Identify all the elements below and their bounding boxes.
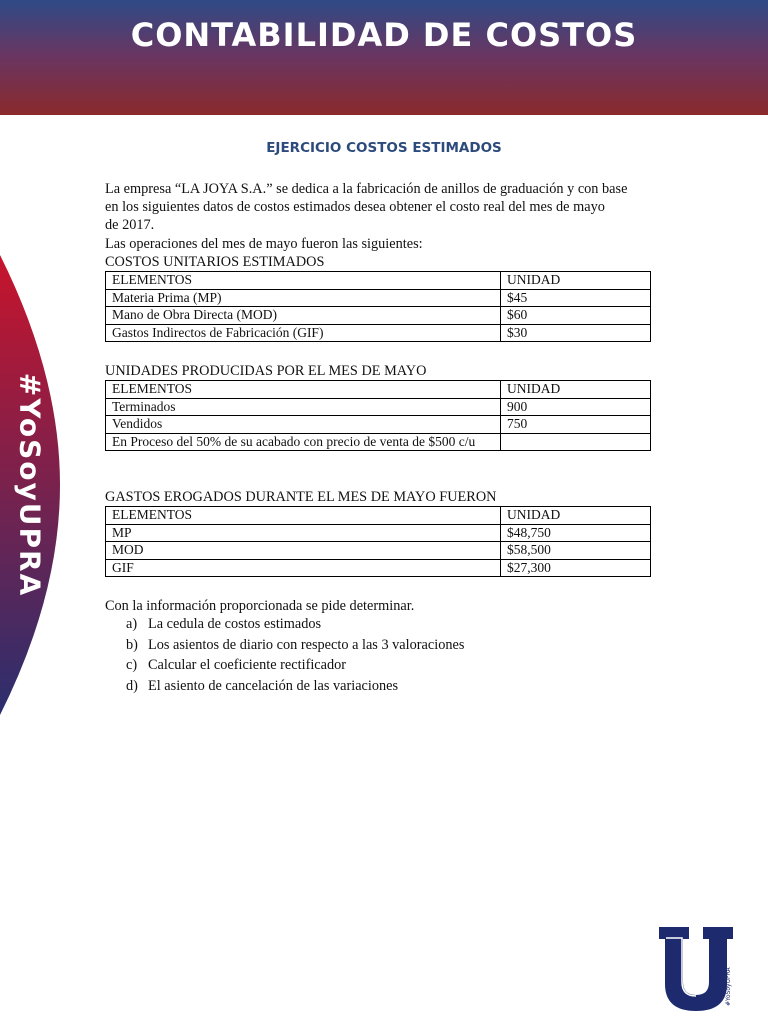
list-item [126,655,464,676]
table-cell: $27,300 [501,559,651,577]
table-row [106,398,651,416]
table3-heading: GASTOS EROGADOS DURANTE EL MES DE MAYO FUERON [105,489,497,505]
list-item-text: El asiento de cancelación de las variaciones [148,677,399,694]
list-item-text: Los asientos de diario con respecto a las 3 valoraciones [148,636,465,653]
table-cell: Terminados [106,398,501,416]
estimated-unit-costs-table [105,271,651,342]
table-cell: Gastos Indirectos de Fabricación (GIF) [106,324,501,342]
instructions-list [126,614,464,696]
header-banner [0,0,768,115]
table-cell: MOD [106,542,501,560]
table-header-row [106,381,651,399]
table-cell: MP [106,524,501,542]
table-header-cell: ELEMENTOS [106,381,501,399]
table-cell: GIF [106,559,501,577]
list-marker: b) [126,636,138,653]
list-item-text: La cedula de costos estimados [148,616,322,632]
table-cell: Mano de Obra Directa (MOD) [106,307,501,325]
table-header-row [106,507,651,525]
table-row [106,433,651,451]
table-row [106,307,651,325]
expenses-incurred-table [105,506,651,577]
table-cell: 750 [501,416,651,434]
table-cell: En Proceso del 50% de su acabado con precio de venta de $500 c/u [106,433,501,451]
table-cell: $45 [501,289,651,307]
table-header-cell: UNIDAD [501,381,651,399]
table-cell: $30 [501,324,651,342]
header-title: CONTABILIDAD DE COSTOS [130,16,638,54]
table-row [106,289,651,307]
units-produced-table [105,380,651,451]
table2-heading: UNIDADES PRODUCIDAS POR EL MES DE MAYO [105,363,427,379]
table-cell: 900 [501,398,651,416]
list-item [126,676,464,697]
intro-line-3: de 2017. [105,217,155,233]
table-header-cell: UNIDAD [501,507,651,525]
university-logo [656,924,736,1014]
intro-line-4: Las operaciones del mes de mayo fueron las siguientes: [105,236,423,252]
table-row [106,542,651,560]
logo-tag-text: #YoSoyUPRA [725,967,732,1006]
table1-heading: COSTOS UNITARIOS ESTIMADOS [105,254,325,270]
table-header-cell: ELEMENTOS [106,507,501,525]
table-header-cell: ELEMENTOS [106,272,501,290]
list-item [126,614,464,635]
list-item-text: Calcular el coeficiente rectificador [148,657,347,673]
table-cell [501,433,651,451]
list-marker: d) [126,677,138,694]
table-header-row [106,272,651,290]
exercise-title: EJERCICIO COSTOS ESTIMADOS [266,140,502,156]
intro-line-1: La empresa “LA JOYA S.A.” se dedica a la fabricación de anillos de graduación y con base [105,181,628,197]
instructions-intro: Con la información proporcionada se pide determinar. [105,598,415,614]
table-cell: $60 [501,307,651,325]
table-cell: Materia Prima (MP) [106,289,501,307]
list-marker: a) [126,616,138,632]
list-item [126,635,464,656]
table-row [106,524,651,542]
table-header-cell: UNIDAD [501,272,651,290]
table-cell: Vendidos [106,416,501,434]
side-banner-text: #YoSoyUPRA [13,372,47,598]
table-cell: $58,500 [501,542,651,560]
table-cell: $48,750 [501,524,651,542]
table-row [106,324,651,342]
intro-line-2: en los siguientes datos de costos estimados desea obtener el costo real del mes de mayo [105,199,605,215]
table-row [106,559,651,577]
table-row [106,416,651,434]
list-marker: c) [126,657,138,673]
